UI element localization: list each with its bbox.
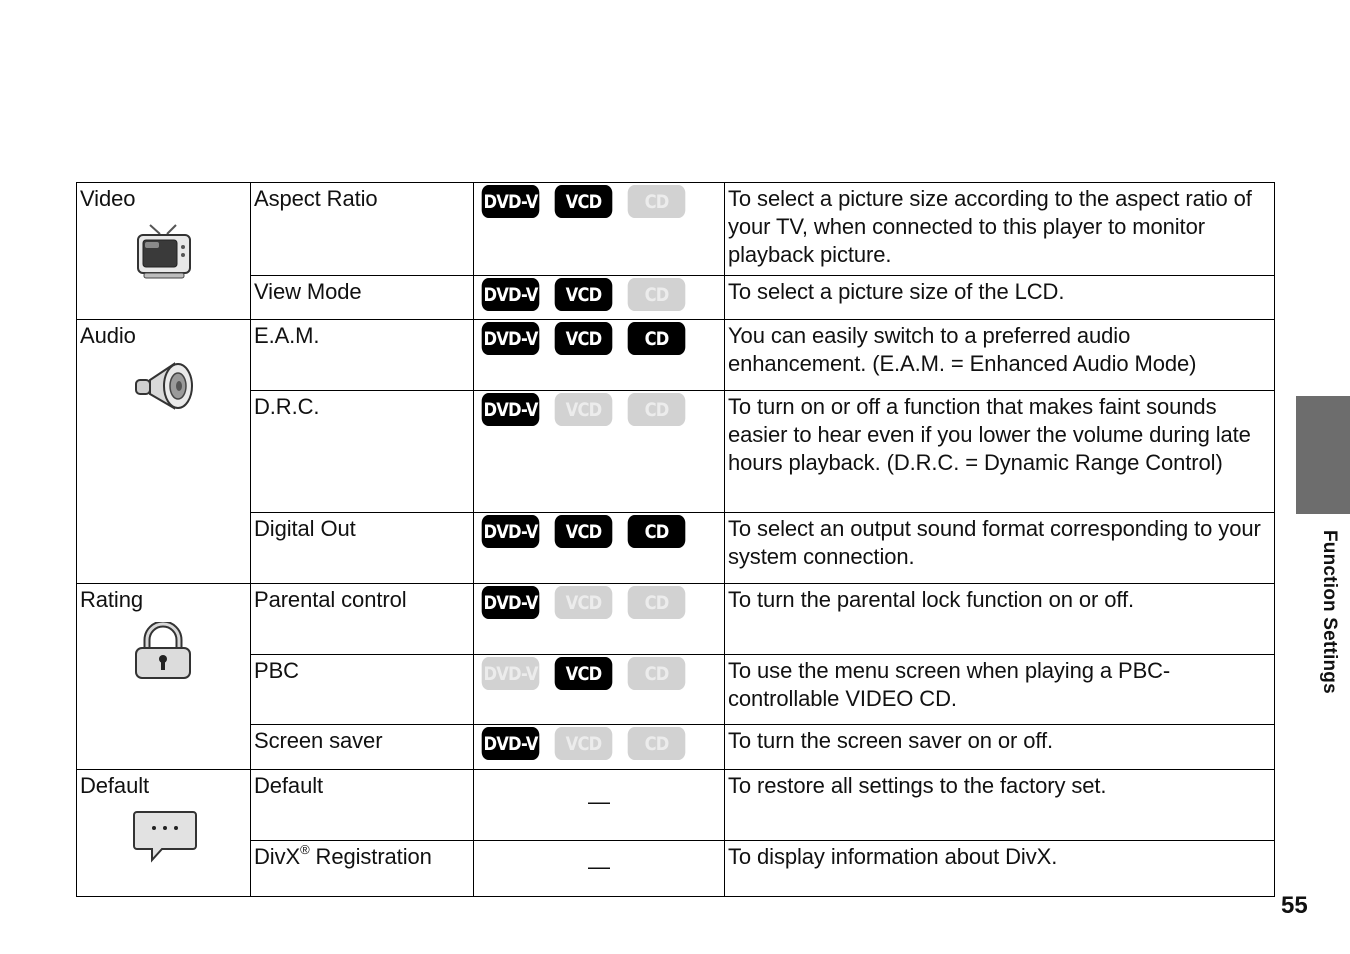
category-label: Video [80,186,136,211]
vcd-badge: VCD [555,185,613,218]
cd-badge: CD [628,393,686,426]
disc-badges [474,276,725,320]
not-applicable-dash: — [588,789,610,814]
table-row [77,725,1275,770]
lock-icon [132,622,194,682]
divx-label: DivX [254,844,301,869]
description: To select an output sound format corresponding to your system connection. [725,513,1275,584]
disc-badges [474,655,725,725]
description: To restore all settings to the factory set. [725,770,1275,841]
category-video [77,183,251,320]
vcd-badge: VCD [555,515,613,548]
function-eam: E.A.M. [251,320,474,391]
function-view-mode: View Mode [251,276,474,320]
description: To select a picture size of the LCD. [725,276,1275,320]
registration-label: Registration [309,844,432,869]
disc-badges [474,513,725,584]
category-default [77,770,251,897]
registered-mark: ® [300,841,310,857]
function-pbc: PBC [251,655,474,725]
disc-cell [474,841,725,897]
table-row [77,513,1275,584]
table-row [77,770,1275,841]
function-parental-control: Parental control [251,584,474,655]
dvd-badge: DVD-V [482,657,540,690]
cd-badge: CD [628,515,686,548]
vcd-badge: VCD [555,393,613,426]
settings-table [76,182,1275,897]
category-label: Rating [80,587,143,612]
speaker-icon [132,358,198,414]
function-aspect-ratio: Aspect Ratio [251,183,474,276]
table-row [77,320,1275,391]
dvd-badge: DVD-V [482,393,540,426]
description: To turn the screen saver on or off. [725,725,1275,770]
disc-badges [474,725,725,770]
category-label: Default [80,773,150,798]
description: To select a picture size according to the aspect ratio of your TV, when connected to this player to monitor playback picture. [725,183,1275,276]
vcd-badge: VCD [555,278,613,311]
description: To display information about DivX. [725,841,1275,897]
side-tab-marker [1296,396,1350,514]
description: To turn the parental lock function on or off. [725,584,1275,655]
function-divx-registration [251,841,474,897]
category-audio [77,320,251,584]
table-row [77,584,1275,655]
category-label: Audio [80,323,136,348]
dvd-badge: DVD-V [482,727,540,760]
dvd-badge: DVD-V [482,515,540,548]
disc-badges [474,320,725,391]
description: To turn on or off a function that makes faint sounds easier to hear even if you lower the volume during late hours playback. (D.R.C. = Dynamic Range Control) [725,391,1275,513]
speech-bubble-icon [132,808,198,864]
table-row [77,391,1275,513]
vcd-badge: VCD [555,657,613,690]
vcd-badge: VCD [555,727,613,760]
vcd-badge: VCD [555,586,613,619]
dvd-badge: DVD-V [482,322,540,355]
disc-badges [474,391,725,513]
cd-badge: CD [628,185,686,218]
disc-badges [474,183,725,276]
function-digital-out: Digital Out [251,513,474,584]
tv-icon [132,221,196,281]
table-row [77,276,1275,320]
category-rating [77,584,251,770]
dvd-badge: DVD-V [482,278,540,311]
cd-badge: CD [628,586,686,619]
side-section-label: Function Settings [1319,530,1340,694]
not-applicable-dash: — [588,854,610,879]
cd-badge: CD [628,322,686,355]
description: You can easily switch to a preferred audio enhancement. (E.A.M. = Enhanced Audio Mode) [725,320,1275,391]
table-row [77,841,1275,897]
cd-badge: CD [628,657,686,690]
function-screen-saver: Screen saver [251,725,474,770]
cd-badge: CD [628,278,686,311]
dvd-badge: DVD-V [482,185,540,218]
description: To use the menu screen when playing a PBC-controllable VIDEO CD. [725,655,1275,725]
page-number: 55 [1281,892,1308,919]
disc-cell [474,770,725,841]
function-drc: D.R.C. [251,391,474,513]
table-row [77,655,1275,725]
dvd-badge: DVD-V [482,586,540,619]
cd-badge: CD [628,727,686,760]
disc-badges [474,584,725,655]
vcd-badge: VCD [555,322,613,355]
function-default: Default [251,770,474,841]
table-row [77,183,1275,276]
